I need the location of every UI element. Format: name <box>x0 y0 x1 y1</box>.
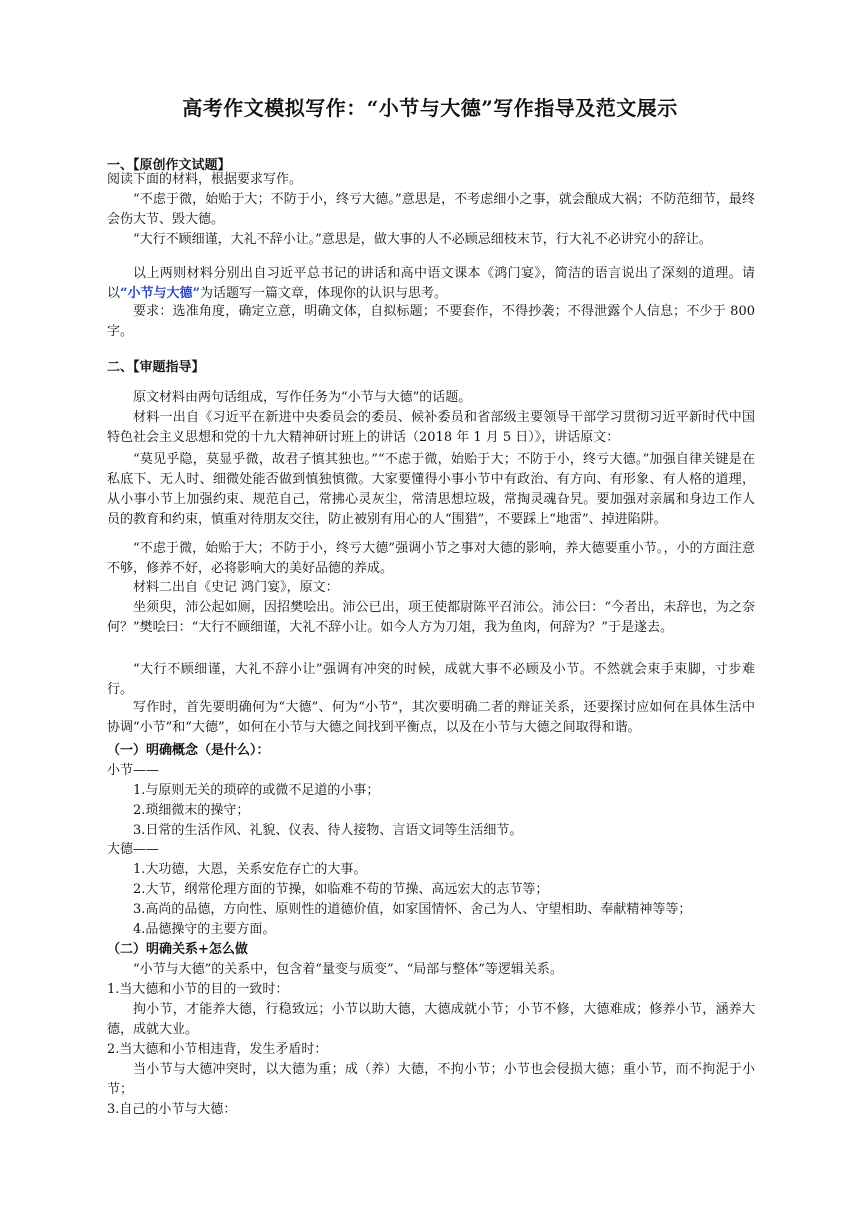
s1-requirements: 要求：选准角度，确定立意，明确文体，自拟标题；不要套作，不得抄袭；不得泄露个人信息；不少于 800 字。 <box>107 304 755 339</box>
xiaojie-item: 3.日常的生活作风、礼貌、仪表、待人接物、言语文词等生活细节。 <box>133 823 523 838</box>
document-title: 高考作文模拟写作：“小节与大德”写作指导及范文展示 <box>182 96 678 120</box>
section-2-heading: 二、【审题指导】 <box>107 360 205 375</box>
dade-item: 4.品德操守的主要方面。 <box>133 922 276 937</box>
s2-para-8: 写作时，首先要明确何为“大德”、何为“小节”，其次要明确二者的辩证关系，还要探讨应如何在具体生活中协调“小节”和“大德”，如何在小节与大德之间找到平衡点，以及在小节与大德之间取得和谐。 <box>107 700 755 735</box>
subheading-concepts: （一）明确概念（是什么）： <box>107 743 270 758</box>
s2-para-6: 坐须臾，沛公起如厕，因招樊哙出。沛公已出，项王使都尉陈平召沛公。沛公曰：“今者出，未辞也，为之奈何？”樊哙曰：“大行不顾细谨，大礼不辞小让。如今人方为刀俎，我为鱼肉，何辞为？”于是遂去。 <box>107 600 755 635</box>
s2-para-3: “莫见乎隐，莫显乎微，故君子慎其独也。”“不虑于微，始贻于大；不防于小，终亏大德。”加强自律关键是在私底下、无人时、细微处能否做到慎独慎微。大家要懂得小事小节中有政治、有方向、有形象、有人格的道理，从小事小节上加强约束、规范自己，常拂心灵灰尘，常清思想垃圾，常掏灵魂旮旯。要加强对亲属和身边工作人员的教育和约束，慎重对待朋友交往，防止被别有用心的人“围猎”，不要踩上“地雷”、掉进陷阱。 <box>107 452 755 527</box>
relation-point-1-text: 拘小节，才能养大德，行稳致远；小节以助大德，大德成就小节；小节不修，大德难成；修养小节，涵养大德，成就大业。 <box>107 1002 755 1037</box>
s1-source-text-b: 为话题写一篇文章，体现你的认识与思考。 <box>199 286 447 301</box>
xiaojie-item: 2.琐细微末的操守； <box>133 803 250 818</box>
relations-intro: “小节与大德”的关系中，包含着“量变与质变”、“局部与整体”等逻辑关系。 <box>133 962 563 977</box>
s2-para-4: “不虑于微，始贻于大；不防于小，终亏大德”强调小节之事对大德的影响，养大德要重小节。，小的方面注意不够，修养不好，必将影响大的美好品德的养成。 <box>107 541 755 576</box>
dade-label: 大德—— <box>107 842 160 857</box>
s2-para-2: 材料一出自《习近平在新进中央委员会的委员、候补委员和省部级主要领导干部学习贯彻习近平新时代中国特色社会主义思想和党的十九大精神研讨班上的讲话（2018 年 1 月 5 日）》，讲话原文： <box>107 410 755 445</box>
dade-item: 1.大功德，大恩，关系安危存亡的大事。 <box>133 862 367 877</box>
s1-source-paragraph <box>107 264 755 304</box>
relation-point-3: 3.自己的小节与大德： <box>107 1102 237 1117</box>
s1-quote-2: “大行不顾细谨，大礼不辞小让。”意思是，做大事的人不必顾忌细枝末节，行大礼不必讲究小的辞让。 <box>133 232 712 247</box>
section-1-heading: 一、【原创作文试题】 <box>107 158 231 173</box>
dade-item: 2.大节，纲常伦理方面的节操，如临难不苟的节操、高远宏大的志节等； <box>133 882 549 897</box>
s1-quote-1: “不虑于微，始贻于大；不防于小，终亏大德。”意思是，不考虑细小之事，就会酿成大祸；不防范细节，最终会伤大节、毁大德。 <box>107 192 755 227</box>
s2-para-1: 原文材料由两句话组成，写作任务为“小节与大德”的话题。 <box>133 390 472 405</box>
s2-para-5: 材料二出自《史记 鸿门宴》，原文： <box>133 580 339 595</box>
relation-point-2: 2.当大德和小节相违背，发生矛盾时： <box>107 1042 328 1057</box>
subheading-relations: （二）明确关系+怎么做 <box>107 942 248 957</box>
relation-point-2-text: 当小节与大德冲突时，以大德为重；成（养）大德，不拘小节；小节也会侵损大德；重小节，而不拘泥于小节； <box>107 1062 755 1097</box>
relation-point-1: 1.当大德和小节的目的一致时： <box>107 982 289 997</box>
s1-intro: 阅读下面的材料，根据要求写作。 <box>107 172 303 187</box>
s2-para-7: “大行不顾细谨，大礼不辞小让”强调有冲突的时候，成就大事不必顾及小节。不然就会束手束脚，寸步难行。 <box>107 662 755 697</box>
xiaojie-label: 小节—— <box>107 763 160 778</box>
s1-source-text-a: 以上两则材料分别出自习近平总书记的讲话和高中语文课本《鸿门宴》，简洁的语言说出了深刻的道理。请以 <box>107 266 755 301</box>
dade-item: 3.高尚的品德，方向性、原则性的道德价值，如家国情怀、舍己为人、守望相助、奉献精神等等； <box>133 902 692 917</box>
s1-topic-highlight: “小节与大德” <box>120 286 200 301</box>
xiaojie-item: 1.与原则无关的琐碎的或微不足道的小事； <box>133 783 380 798</box>
